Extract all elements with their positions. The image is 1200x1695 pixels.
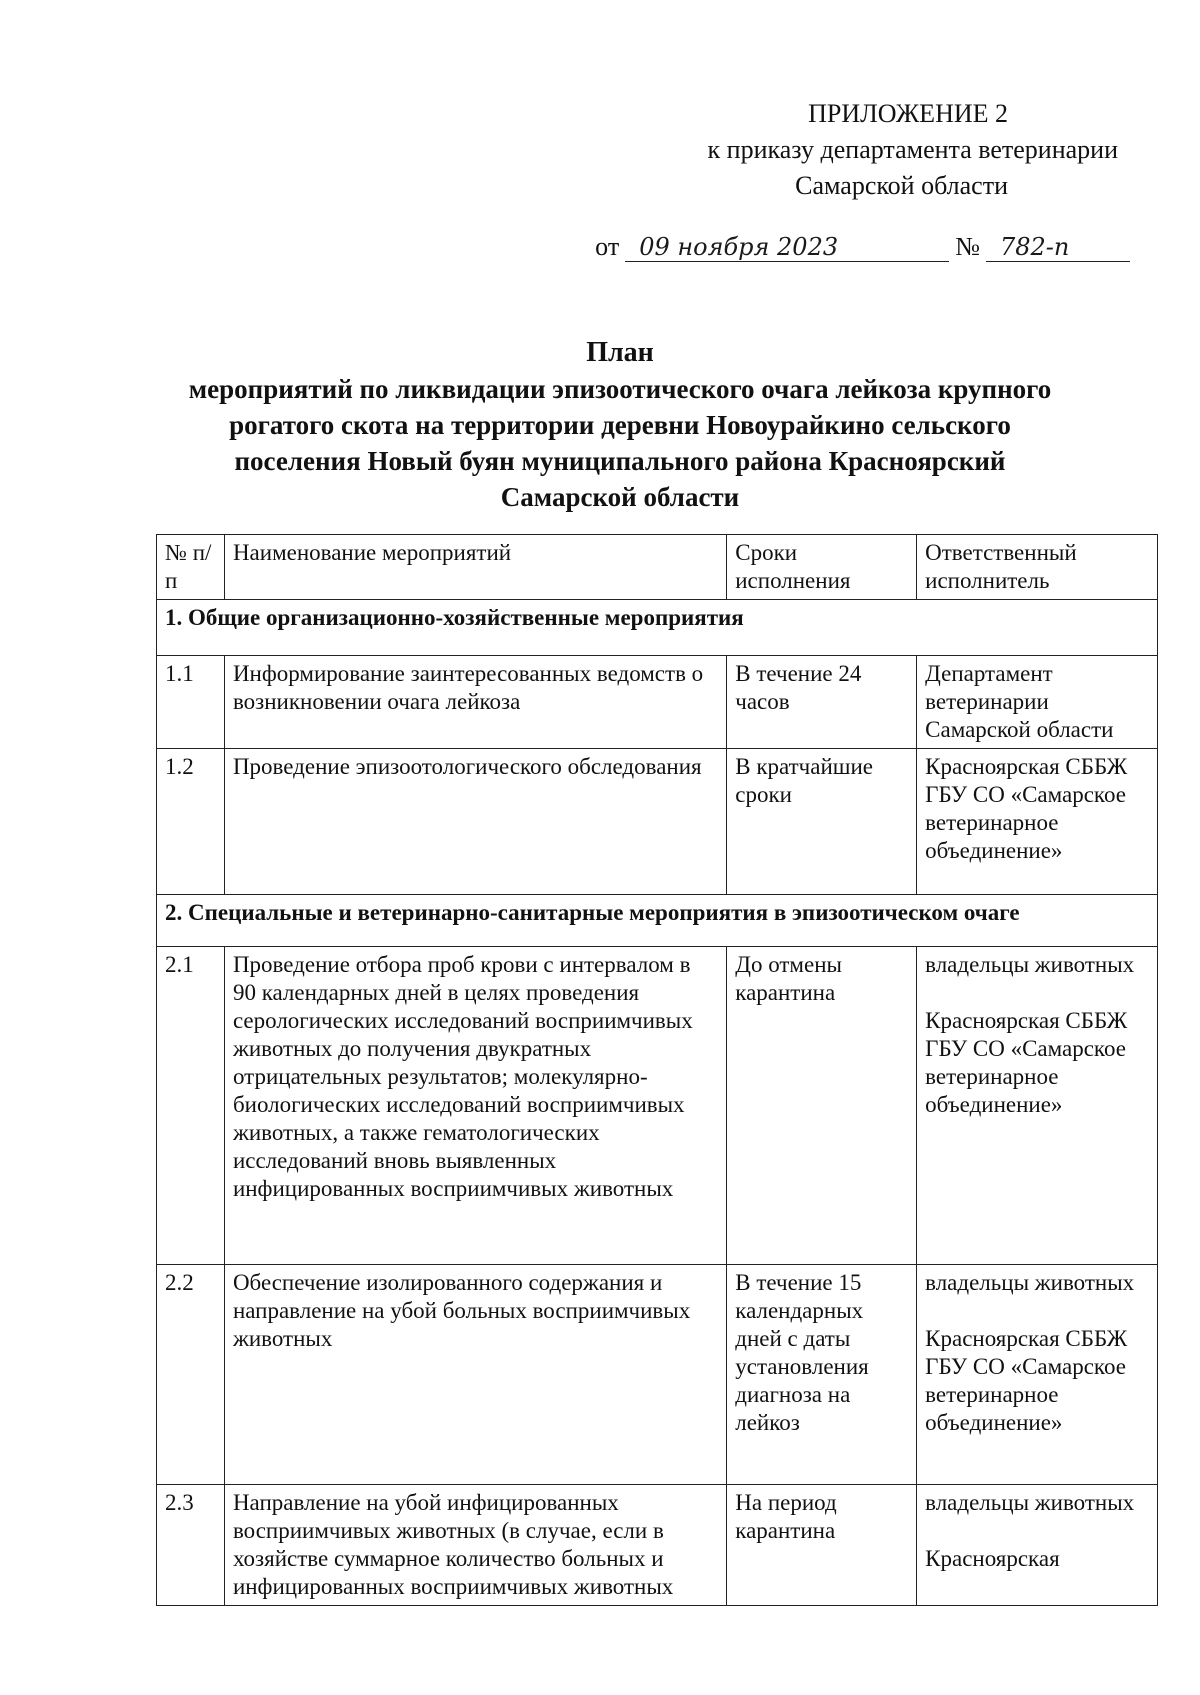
table-row <box>157 656 1158 749</box>
order-number-handwritten: 782-п <box>986 233 1130 262</box>
row-term: В течение 24 часов <box>727 656 917 749</box>
title-heading: План <box>586 337 654 368</box>
table-row <box>157 1485 1158 1606</box>
table-row <box>157 749 1158 895</box>
title-line: поселения Новый буян муниципального района Красноярский <box>234 446 1006 476</box>
annex-block <box>708 96 1118 204</box>
row-term: На период карантина <box>727 1485 917 1606</box>
responsible-owners: владельцы животных <box>925 1270 1135 1295</box>
number-sign: № <box>955 232 980 261</box>
row-number: 2.1 <box>157 947 225 1265</box>
responsible-owners: владельцы животных <box>925 952 1135 977</box>
annex-region: Самарской области <box>795 171 1008 200</box>
row-term: В течение 15 календарных дней с даты установления диагноза на лейкоз <box>727 1265 917 1485</box>
row-name: Направление на убой инфицированных восприимчивых животных (в случае, если в хозяйстве суммарное количество больных и инфицированных восприимчивых животных <box>224 1485 726 1606</box>
header-name: Наименование мероприятий <box>224 535 726 600</box>
order-date-handwritten: 09 ноября 2023 <box>625 233 949 262</box>
responsible-owners: владельцы животных <box>925 1490 1135 1515</box>
responsible-station: Красноярская <box>925 1546 1060 1571</box>
order-line <box>595 232 1130 262</box>
title-line: рогатого скота на территории деревни Новоурайкино сельского <box>229 410 1011 440</box>
table-header-row <box>157 535 1158 600</box>
header-responsible: Ответственный исполнитель <box>917 535 1158 600</box>
responsible-station: Красноярская СББЖ ГБУ СО «Самарское ветеринарное объединение» <box>925 1326 1128 1435</box>
document-title <box>120 335 1120 515</box>
row-name: Обеспечение изолированного содержания и направление на убой больных восприимчивых животных <box>224 1265 726 1485</box>
title-line: Самарской области <box>500 482 740 512</box>
row-name: Проведение отбора проб крови с интервалом в 90 календарных дней в целях проведения серологических исследований восприимчивых животных до получения двукратных отрицательных результатов; молекулярно-биологических исследований восприимчивых животных, а также гематологических исследований вновь выявленных инфицированных восприимчивых животных <box>224 947 726 1265</box>
row-responsible <box>917 1265 1158 1485</box>
section-row <box>157 600 1158 656</box>
row-number: 1.1 <box>157 656 225 749</box>
header-term: Сроки исполнения <box>727 535 917 600</box>
title-line: мероприятий по ликвидации эпизоотического очага лейкоза крупного <box>188 374 1052 404</box>
responsible-station: Красноярская СББЖ ГБУ СО «Самарское ветеринарное объединение» <box>925 1008 1128 1117</box>
row-responsible <box>917 947 1158 1265</box>
table-row <box>157 1265 1158 1485</box>
section-row <box>157 895 1158 947</box>
annex-order-reference: к приказу департамента ветеринарии <box>707 135 1118 164</box>
plan-table <box>156 534 1158 1606</box>
section-title: 1. Общие организационно-хозяйственные мероприятия <box>157 600 1158 656</box>
row-number: 2.2 <box>157 1265 225 1485</box>
row-term: В кратчайшие сроки <box>727 749 917 895</box>
row-responsible <box>917 1485 1158 1606</box>
row-responsible: Красноярская СББЖ ГБУ СО «Самарское ветеринарное объединение» <box>917 749 1158 895</box>
header-number: № п/п <box>157 535 225 600</box>
annex-label: ПРИЛОЖЕНИЕ 2 <box>808 99 1008 128</box>
row-term: До отмены карантина <box>727 947 917 1265</box>
section-title: 2. Специальные и ветеринарно-санитарные мероприятия в эпизоотическом очаге <box>157 895 1158 947</box>
row-responsible: Департамент ветеринарии Самарской области <box>917 656 1158 749</box>
table-row <box>157 947 1158 1265</box>
row-number: 1.2 <box>157 749 225 895</box>
row-name: Информирование заинтересованных ведомств о возникновении очага лейкоза <box>224 656 726 749</box>
row-name: Проведение эпизоотологического обследования <box>224 749 726 895</box>
row-number: 2.3 <box>157 1485 225 1606</box>
order-prefix: от <box>595 232 620 261</box>
